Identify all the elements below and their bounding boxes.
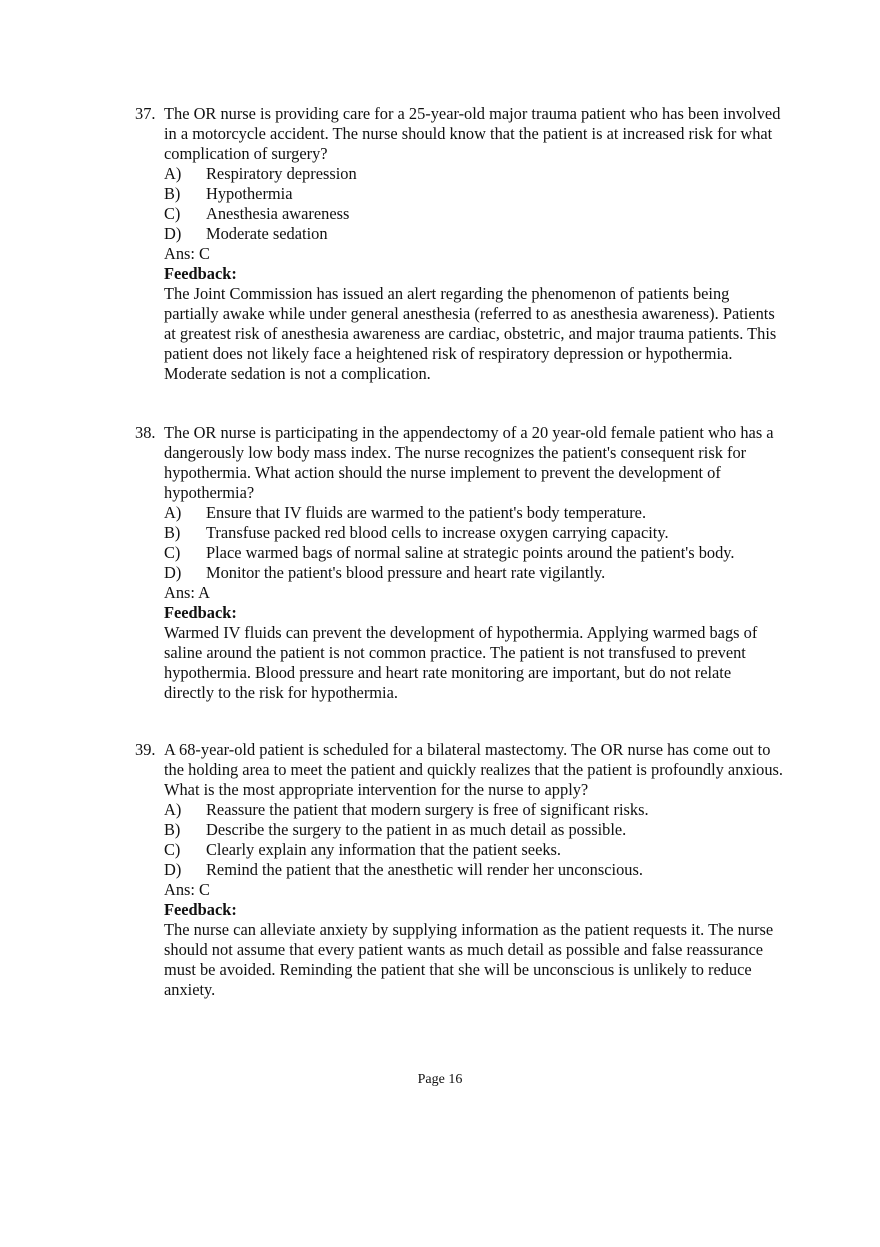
question-stem-line [135, 740, 785, 800]
option-letter: B) [164, 523, 181, 542]
feedback-heading: Feedback: [164, 900, 237, 919]
option-text: Describe the surgery to the patient in as much detail as possible. [206, 820, 627, 839]
option-c [164, 840, 785, 860]
option-text: Respiratory depression [206, 164, 357, 183]
option-letter: D) [164, 224, 182, 243]
option-b [164, 184, 785, 204]
page-number: Page 16 [417, 1072, 463, 1087]
option-text: Moderate sedation [206, 224, 328, 243]
option-text: Monitor the patient's blood pressure and heart rate vigilantly. [206, 563, 606, 582]
option-a [164, 164, 785, 184]
option-letter: C) [164, 840, 181, 859]
question-stem-line [135, 423, 785, 503]
option-text: Place warmed bags of normal saline at strategic points around the patient's body. [206, 543, 735, 562]
question-stem: The OR nurse is providing care for a 25-year-old major trauma patient who has been involved in a motorcycle accident. The nurse should know that the patient is at increased risk for what complication of surgery? [164, 104, 781, 163]
option-text: Ensure that IV fluids are warmed to the patient's body temperature. [206, 503, 647, 522]
option-a [164, 800, 785, 820]
answer-line: Ans: C [164, 880, 210, 899]
option-d [164, 224, 785, 244]
option-b [164, 523, 785, 543]
option-text: Hypothermia [206, 184, 293, 203]
question-body [135, 503, 785, 703]
feedback-heading: Feedback: [164, 264, 237, 283]
question-stem: A 68-year-old patient is scheduled for a bilateral mastectomy. The OR nurse has come out to the holding area to meet the patient and quickly realizes that the patient is profoundly anxious. What is the most appropriate intervention for the nurse to apply? [164, 740, 784, 799]
question-stem-line [135, 104, 785, 164]
option-letter: A) [164, 800, 182, 819]
question-number: 37. [135, 104, 156, 123]
question-37 [135, 104, 785, 384]
option-c [164, 543, 785, 563]
option-text: Remind the patient that the anesthetic will render her unconscious. [206, 860, 643, 879]
question-body [135, 164, 785, 384]
question-number: 38. [135, 423, 156, 442]
feedback-text: The nurse can alleviate anxiety by supplying information as the patient requests it. The nurse should not assume that every patient wants as much detail as possible and false reassurance must be avoided. Reminding the patient that she will be unconscious is unlikely to reduce anxiety. [164, 920, 774, 999]
feedback-heading: Feedback: [164, 603, 237, 622]
option-letter: B) [164, 820, 181, 839]
option-text: Transfuse packed red blood cells to increase oxygen carrying capacity. [206, 523, 669, 542]
option-b [164, 820, 785, 840]
question-body [135, 800, 785, 1000]
answer-line: Ans: A [164, 583, 210, 602]
question-38 [135, 423, 785, 703]
feedback-text: The Joint Commission has issued an alert regarding the phenomenon of patients being partially awake while under general anesthesia (referred to as anesthesia awareness). Patients at greatest risk of anesthesia awareness are cardiac, obstetric, and major trauma patients. This patient does not likely face a heightened risk of respiratory depression or hypothermia. Moderate sedation is not a complication. [164, 284, 777, 383]
option-letter: C) [164, 543, 181, 562]
question-number: 39. [135, 740, 156, 759]
option-a [164, 503, 785, 523]
option-letter: A) [164, 503, 182, 522]
option-letter: D) [164, 563, 182, 582]
option-c [164, 204, 785, 224]
answer-line: Ans: C [164, 244, 210, 263]
question-stem: The OR nurse is participating in the appendectomy of a 20 year-old female patient who has a dangerously low body mass index. The nurse recognizes the patient's consequent risk for hypothermia. What action should the nurse implement to prevent the development of hypothermia? [164, 423, 774, 502]
option-letter: D) [164, 860, 182, 879]
option-text: Anesthesia awareness [206, 204, 350, 223]
option-d [164, 860, 785, 880]
question-39 [135, 740, 785, 1000]
feedback-text: Warmed IV fluids can prevent the development of hypothermia. Applying warmed bags of saline around the patient is not common practice. The patient is not transfused to prevent hypothermia. Blood pressure and heart rate monitoring are important, but do not relate directly to the risk for hypothermia. [164, 623, 758, 702]
option-letter: B) [164, 184, 181, 203]
option-letter: C) [164, 204, 181, 223]
option-letter: A) [164, 164, 182, 183]
option-text: Clearly explain any information that the patient seeks. [206, 840, 562, 859]
option-text: Reassure the patient that modern surgery is free of significant risks. [206, 800, 649, 819]
option-d [164, 563, 785, 583]
